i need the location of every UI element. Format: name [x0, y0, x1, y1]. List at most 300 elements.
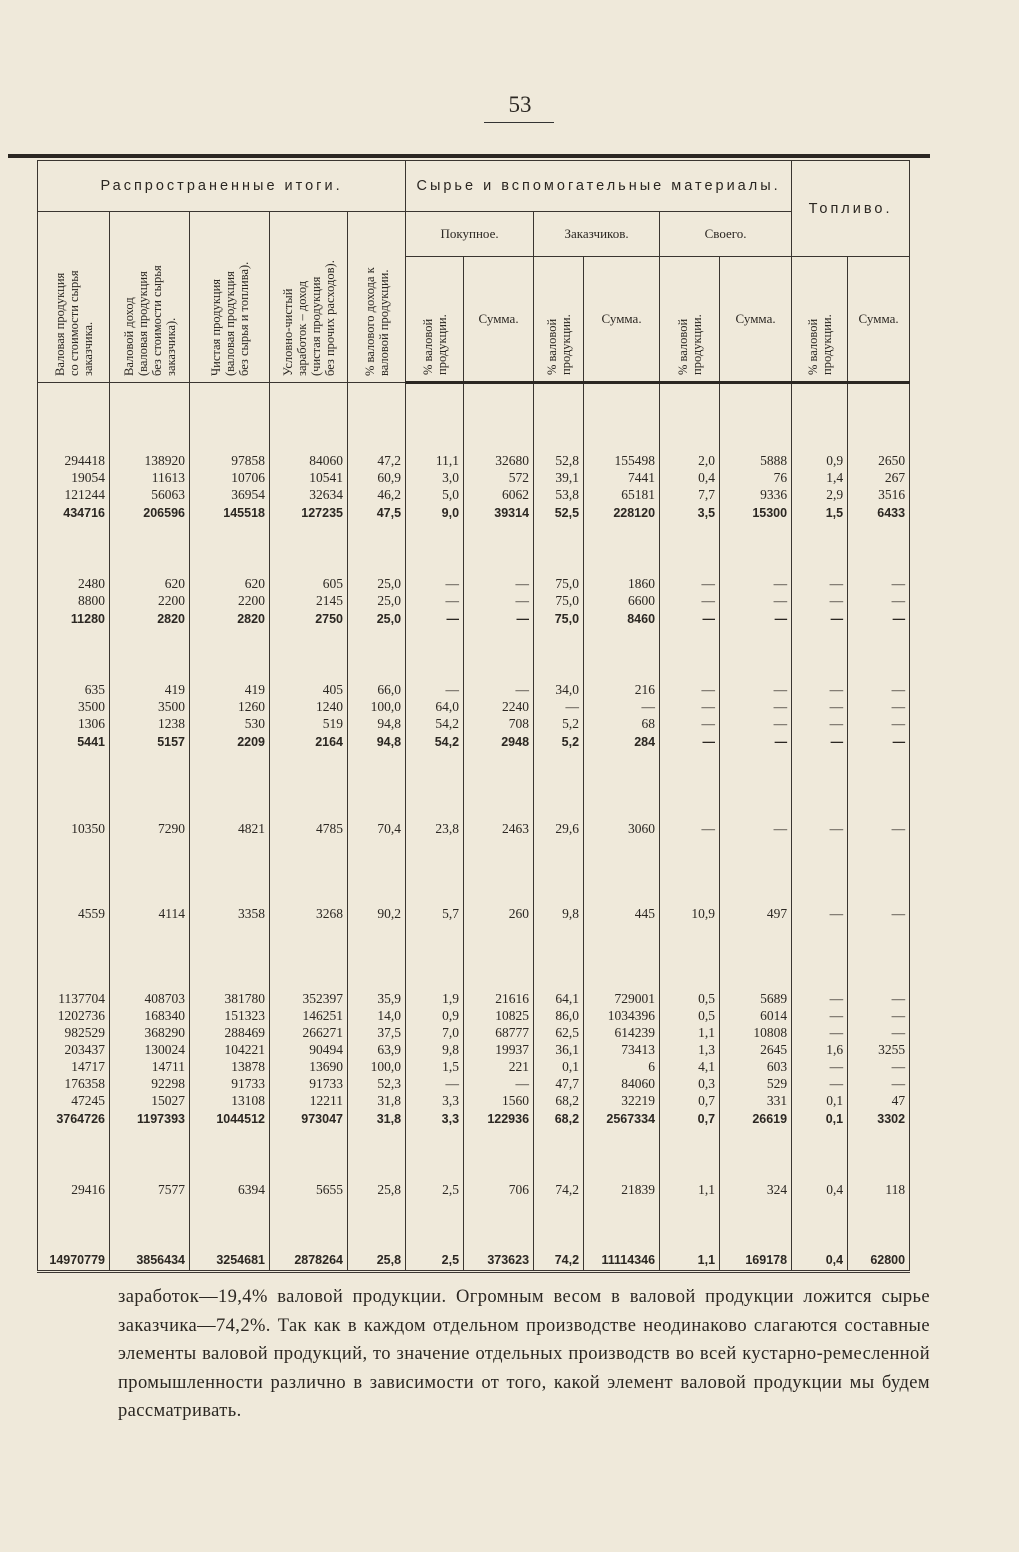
table-cell: 5888: [720, 452, 792, 469]
table-cell: [464, 837, 534, 905]
table-cell: 1860: [584, 575, 660, 592]
table-cell: 104221: [190, 1041, 270, 1058]
table-cell: —: [848, 715, 910, 732]
table-cell: 127235: [270, 503, 348, 523]
table-cell: 0,7: [660, 1092, 720, 1109]
table-cell: [720, 752, 792, 820]
table-cell: [270, 1129, 348, 1181]
table-row: [38, 575, 910, 592]
table-cell: 97858: [190, 452, 270, 469]
table-cell: 8460: [584, 609, 660, 629]
table-cell: —: [660, 681, 720, 698]
table-cell: 9,8: [534, 905, 584, 922]
table-cell: [584, 837, 660, 905]
table-cell: 6062: [464, 486, 534, 503]
table-cell: 1238: [110, 715, 190, 732]
table-cell: 3302: [848, 1109, 910, 1129]
table-cell: [190, 752, 270, 820]
table-total-row: [38, 609, 910, 629]
table-cell: 3516: [848, 486, 910, 503]
table-spacer-row: [38, 629, 910, 681]
table-cell: 2240: [464, 698, 534, 715]
table-cell: 206596: [110, 503, 190, 523]
table-cell: 15300: [720, 503, 792, 523]
col-gross-production: Валовая продукция со стоимости сырья заказчика.: [38, 212, 110, 383]
table-cell: 5689: [720, 990, 792, 1007]
table-cell: —: [406, 1075, 464, 1092]
table-row: [38, 1092, 910, 1109]
table-cell: 973047: [270, 1109, 348, 1129]
table-cell: 1260: [190, 698, 270, 715]
table-cell: [584, 523, 660, 575]
table-row: [38, 698, 910, 715]
table-total-row: [38, 1250, 910, 1272]
col-bought-percent: % валовой продукции.: [406, 257, 464, 383]
table-row: [38, 1024, 910, 1041]
table-cell: 176358: [38, 1075, 110, 1092]
table-cell: 519: [270, 715, 348, 732]
table-cell: 620: [190, 575, 270, 592]
table-cell: 284: [584, 732, 660, 752]
table-cell: [110, 837, 190, 905]
table-cell: 2463: [464, 820, 534, 837]
table-cell: 91733: [190, 1075, 270, 1092]
table-cell: [720, 837, 792, 905]
table-cell: 0,4: [660, 469, 720, 486]
table-cell: [534, 1198, 584, 1250]
table-cell: 445: [584, 905, 660, 922]
table-cell: [848, 922, 910, 990]
table-cell: 14717: [38, 1058, 110, 1075]
table-cell: 94,8: [348, 715, 406, 732]
table-cell: [190, 922, 270, 990]
table-spacer-row: [38, 1129, 910, 1181]
table-cell: 3254681: [190, 1250, 270, 1272]
table-cell: 3500: [38, 698, 110, 715]
table-cell: 2480: [38, 575, 110, 592]
table-cell: 2164: [270, 732, 348, 752]
table-cell: —: [660, 575, 720, 592]
table-cell: 530: [190, 715, 270, 732]
table-cell: 47,2: [348, 452, 406, 469]
table-cell: 47,5: [348, 503, 406, 523]
table-cell: 91733: [270, 1075, 348, 1092]
table-cell: 294418: [38, 452, 110, 469]
table-cell: 5655: [270, 1181, 348, 1198]
table-cell: 122936: [464, 1109, 534, 1129]
table-cell: 5,2: [534, 715, 584, 732]
table-cell: 4114: [110, 905, 190, 922]
table-cell: 603: [720, 1058, 792, 1075]
table-cell: 118: [848, 1181, 910, 1198]
table-cell: —: [660, 715, 720, 732]
table-cell: 352397: [270, 990, 348, 1007]
table-cell: 324: [720, 1181, 792, 1198]
table-top-rule: [8, 154, 930, 158]
col-customer-sum: Сумма.: [584, 257, 660, 383]
table-cell: [406, 1129, 464, 1181]
table-cell: 66,0: [348, 681, 406, 698]
table-cell: 46,2: [348, 486, 406, 503]
table-cell: —: [848, 592, 910, 609]
table-cell: [348, 837, 406, 905]
table-cell: 25,0: [348, 575, 406, 592]
table-cell: 52,3: [348, 1075, 406, 1092]
table-cell: 168340: [110, 1007, 190, 1024]
table-cell: 25,0: [348, 609, 406, 629]
table-cell: —: [660, 698, 720, 715]
table-cell: 1034396: [584, 1007, 660, 1024]
table-cell: 0,1: [792, 1092, 848, 1109]
table-cell: [464, 383, 534, 453]
table-cell: 2200: [110, 592, 190, 609]
table-cell: 26619: [720, 1109, 792, 1129]
table-cell: —: [464, 681, 534, 698]
table-cell: [848, 523, 910, 575]
table-cell: 2820: [110, 609, 190, 629]
table-cell: 23,8: [406, 820, 464, 837]
table-cell: [190, 629, 270, 681]
table-cell: 74,2: [534, 1181, 584, 1198]
table-cell: [190, 523, 270, 575]
table-cell: [110, 1198, 190, 1250]
table-cell: 221: [464, 1058, 534, 1075]
table-cell: 0,3: [660, 1075, 720, 1092]
table-cell: 54,2: [406, 732, 464, 752]
table-cell: [792, 383, 848, 453]
table-cell: [720, 523, 792, 575]
table-cell: 68,2: [534, 1092, 584, 1109]
table-cell: 7441: [584, 469, 660, 486]
table-cell: [792, 629, 848, 681]
table-cell: 75,0: [534, 609, 584, 629]
table-cell: 3,0: [406, 469, 464, 486]
table-cell: 3268: [270, 905, 348, 922]
table-row: [38, 1075, 910, 1092]
col-net-production: Чистая продукция (валовая продукция без сырья и топлива).: [190, 212, 270, 383]
table-cell: [534, 752, 584, 820]
table-cell: —: [848, 1007, 910, 1024]
table-cell: [406, 752, 464, 820]
table-cell: [348, 383, 406, 453]
table-cell: 65181: [584, 486, 660, 503]
table-cell: 35,9: [348, 990, 406, 1007]
table-row: [38, 681, 910, 698]
table-cell: 54,2: [406, 715, 464, 732]
table-cell: [660, 1198, 720, 1250]
table-cell: 70,4: [348, 820, 406, 837]
table-cell: 10808: [720, 1024, 792, 1041]
table-cell: 63,9: [348, 1041, 406, 1058]
table-row: [38, 383, 910, 453]
table-cell: 6: [584, 1058, 660, 1075]
table-cell: 5,2: [534, 732, 584, 752]
table-cell: [270, 523, 348, 575]
table-cell: 47245: [38, 1092, 110, 1109]
table-cell: 52,8: [534, 452, 584, 469]
table-cell: —: [584, 698, 660, 715]
table-cell: 10541: [270, 469, 348, 486]
table-cell: —: [792, 681, 848, 698]
table-cell: 1,9: [406, 990, 464, 1007]
table-cell: —: [720, 592, 792, 609]
table-cell: [406, 523, 464, 575]
table-cell: [534, 922, 584, 990]
table-cell: [110, 752, 190, 820]
table-cell: [406, 1198, 464, 1250]
table-cell: —: [848, 1075, 910, 1092]
table-row: [38, 715, 910, 732]
table-cell: [190, 1198, 270, 1250]
table-cell: 331: [720, 1092, 792, 1109]
table-cell: 60,9: [348, 469, 406, 486]
table-cell: —: [792, 698, 848, 715]
table-cell: [38, 752, 110, 820]
table-cell: 1306: [38, 715, 110, 732]
table-cell: 145518: [190, 503, 270, 523]
table-cell: —: [792, 592, 848, 609]
table-cell: —: [792, 990, 848, 1007]
table-cell: 706: [464, 1181, 534, 1198]
table-row: [38, 1181, 910, 1198]
table-cell: [464, 1129, 534, 1181]
table-cell: 605: [270, 575, 348, 592]
table-cell: 155498: [584, 452, 660, 469]
table-cell: [848, 383, 910, 453]
table-cell: 9336: [720, 486, 792, 503]
table-cell: —: [848, 698, 910, 715]
table-cell: [348, 752, 406, 820]
table-row: [38, 592, 910, 609]
table-total-row: [38, 732, 910, 752]
col-conditional-earnings: Условно-чистый заработок – доход (чистая продукция без прочих расходов).: [270, 212, 348, 383]
table-cell: —: [464, 1075, 534, 1092]
table-cell: 2820: [190, 609, 270, 629]
header-totals: Распространенные итоги.: [38, 161, 406, 212]
table-cell: 36954: [190, 486, 270, 503]
table-cell: 169178: [720, 1250, 792, 1272]
table-cell: 62800: [848, 1250, 910, 1272]
table-cell: —: [464, 575, 534, 592]
table-cell: 21616: [464, 990, 534, 1007]
table-cell: [720, 1129, 792, 1181]
table-cell: 19937: [464, 1041, 534, 1058]
table-cell: 6433: [848, 503, 910, 523]
table-cell: —: [792, 732, 848, 752]
table-cell: [848, 1129, 910, 1181]
table-cell: [464, 752, 534, 820]
table-cell: [792, 1129, 848, 1181]
table-cell: 68777: [464, 1024, 534, 1041]
table-cell: 7577: [110, 1181, 190, 1198]
table-cell: —: [792, 820, 848, 837]
table-cell: 2567334: [584, 1109, 660, 1129]
table-cell: [270, 837, 348, 905]
table-cell: [792, 752, 848, 820]
table-cell: [848, 837, 910, 905]
table-cell: 9,8: [406, 1041, 464, 1058]
table-row: [38, 905, 910, 922]
table-cell: 6600: [584, 592, 660, 609]
table-cell: 2,5: [406, 1250, 464, 1272]
table-cell: 1044512: [190, 1109, 270, 1129]
table-cell: 0,5: [660, 990, 720, 1007]
col-fuel-percent: % валовой продукции.: [792, 257, 848, 383]
table-cell: [660, 523, 720, 575]
body-paragraph: [118, 1283, 930, 1426]
table-cell: 5157: [110, 732, 190, 752]
table-cell: 4,1: [660, 1058, 720, 1075]
table-cell: 14,0: [348, 1007, 406, 1024]
col-own-percent: % валовой продукции.: [660, 257, 720, 383]
table-cell: 10,9: [660, 905, 720, 922]
table-cell: 288469: [190, 1024, 270, 1041]
table-cell: [584, 629, 660, 681]
table-cell: 74,2: [534, 1250, 584, 1272]
table-cell: 373623: [464, 1250, 534, 1272]
table-cell: [720, 383, 792, 453]
table-cell: 10350: [38, 820, 110, 837]
table-cell: —: [848, 575, 910, 592]
table-cell: 92298: [110, 1075, 190, 1092]
table-cell: 47: [848, 1092, 910, 1109]
table-row: [38, 990, 910, 1007]
table-cell: 0,4: [792, 1181, 848, 1198]
table-cell: [406, 837, 464, 905]
table-cell: [110, 523, 190, 575]
table-cell: [348, 523, 406, 575]
table-cell: 529: [720, 1075, 792, 1092]
table-cell: 151323: [190, 1007, 270, 1024]
table-cell: 1,4: [792, 469, 848, 486]
table-cell: 3358: [190, 905, 270, 922]
table-cell: 2145: [270, 592, 348, 609]
table-cell: [848, 1198, 910, 1250]
table-cell: 100,0: [348, 1058, 406, 1075]
table-cell: 1,1: [660, 1181, 720, 1198]
table-row: [38, 1007, 910, 1024]
table-cell: 614239: [584, 1024, 660, 1041]
table-cell: 37,5: [348, 1024, 406, 1041]
table-cell: [38, 629, 110, 681]
table-cell: —: [406, 609, 464, 629]
table-cell: 13690: [270, 1058, 348, 1075]
table-row: [38, 486, 910, 503]
table-cell: 1202736: [38, 1007, 110, 1024]
table-cell: [464, 1198, 534, 1250]
table-cell: [848, 752, 910, 820]
table-cell: —: [792, 1075, 848, 1092]
table-cell: 6394: [190, 1181, 270, 1198]
table-spacer-row: [38, 837, 910, 905]
table-cell: [848, 629, 910, 681]
table-cell: [464, 629, 534, 681]
table-cell: 216: [584, 681, 660, 698]
table-cell: 39,1: [534, 469, 584, 486]
table-cell: 2948: [464, 732, 534, 752]
table-cell: 497: [720, 905, 792, 922]
table-cell: 0,1: [792, 1109, 848, 1129]
table-cell: [348, 629, 406, 681]
table-cell: 5,0: [406, 486, 464, 503]
table-cell: 3,3: [406, 1092, 464, 1109]
table-cell: —: [720, 575, 792, 592]
table-cell: 53,8: [534, 486, 584, 503]
table-cell: [534, 837, 584, 905]
table-cell: 11280: [38, 609, 110, 629]
col-customer-percent: % валовой продукции.: [534, 257, 584, 383]
table-cell: 68,2: [534, 1109, 584, 1129]
table-cell: 3060: [584, 820, 660, 837]
page-number-rule: [484, 122, 554, 123]
table-cell: 13108: [190, 1092, 270, 1109]
table-cell: 3764726: [38, 1109, 110, 1129]
table-cell: —: [720, 609, 792, 629]
table-cell: 64,1: [534, 990, 584, 1007]
table-cell: 13878: [190, 1058, 270, 1075]
table-cell: —: [848, 820, 910, 837]
table-cell: [38, 523, 110, 575]
header-raw-materials: Сырье и вспомогательные материалы.: [406, 161, 792, 212]
table-cell: 11114346: [584, 1250, 660, 1272]
table-cell: 25,8: [348, 1250, 406, 1272]
table-cell: 2,5: [406, 1181, 464, 1198]
table-cell: 228120: [584, 503, 660, 523]
table-cell: 267: [848, 469, 910, 486]
table-cell: —: [848, 732, 910, 752]
table-cell: 260: [464, 905, 534, 922]
table-cell: [464, 922, 534, 990]
table-cell: 3856434: [110, 1250, 190, 1272]
table-cell: [584, 383, 660, 453]
table-cell: 7290: [110, 820, 190, 837]
table-cell: 7,7: [660, 486, 720, 503]
table-cell: 10825: [464, 1007, 534, 1024]
table-spacer-row: [38, 922, 910, 990]
table-cell: 12211: [270, 1092, 348, 1109]
table-cell: 90494: [270, 1041, 348, 1058]
table-cell: —: [660, 592, 720, 609]
table-row: [38, 452, 910, 469]
table-cell: —: [792, 575, 848, 592]
table-cell: [534, 523, 584, 575]
table-cell: —: [660, 609, 720, 629]
table-cell: —: [720, 732, 792, 752]
table-cell: [534, 383, 584, 453]
table-cell: —: [534, 698, 584, 715]
table-cell: 68: [584, 715, 660, 732]
table-cell: [584, 1129, 660, 1181]
table-cell: [720, 1198, 792, 1250]
table-cell: 62,5: [534, 1024, 584, 1041]
table-cell: 0,4: [792, 1250, 848, 1272]
table-cell: [348, 1129, 406, 1181]
table-cell: 100,0: [348, 698, 406, 715]
table-cell: [660, 629, 720, 681]
table-cell: [190, 837, 270, 905]
table-cell: [270, 383, 348, 453]
table-cell: 4821: [190, 820, 270, 837]
table-body: [38, 383, 910, 1272]
table-row: [38, 820, 910, 837]
table-row: [38, 469, 910, 486]
table-cell: [660, 837, 720, 905]
table-cell: —: [464, 592, 534, 609]
table-cell: 3,5: [660, 503, 720, 523]
table-cell: 982529: [38, 1024, 110, 1041]
table-cell: 2750: [270, 609, 348, 629]
table-cell: 32219: [584, 1092, 660, 1109]
